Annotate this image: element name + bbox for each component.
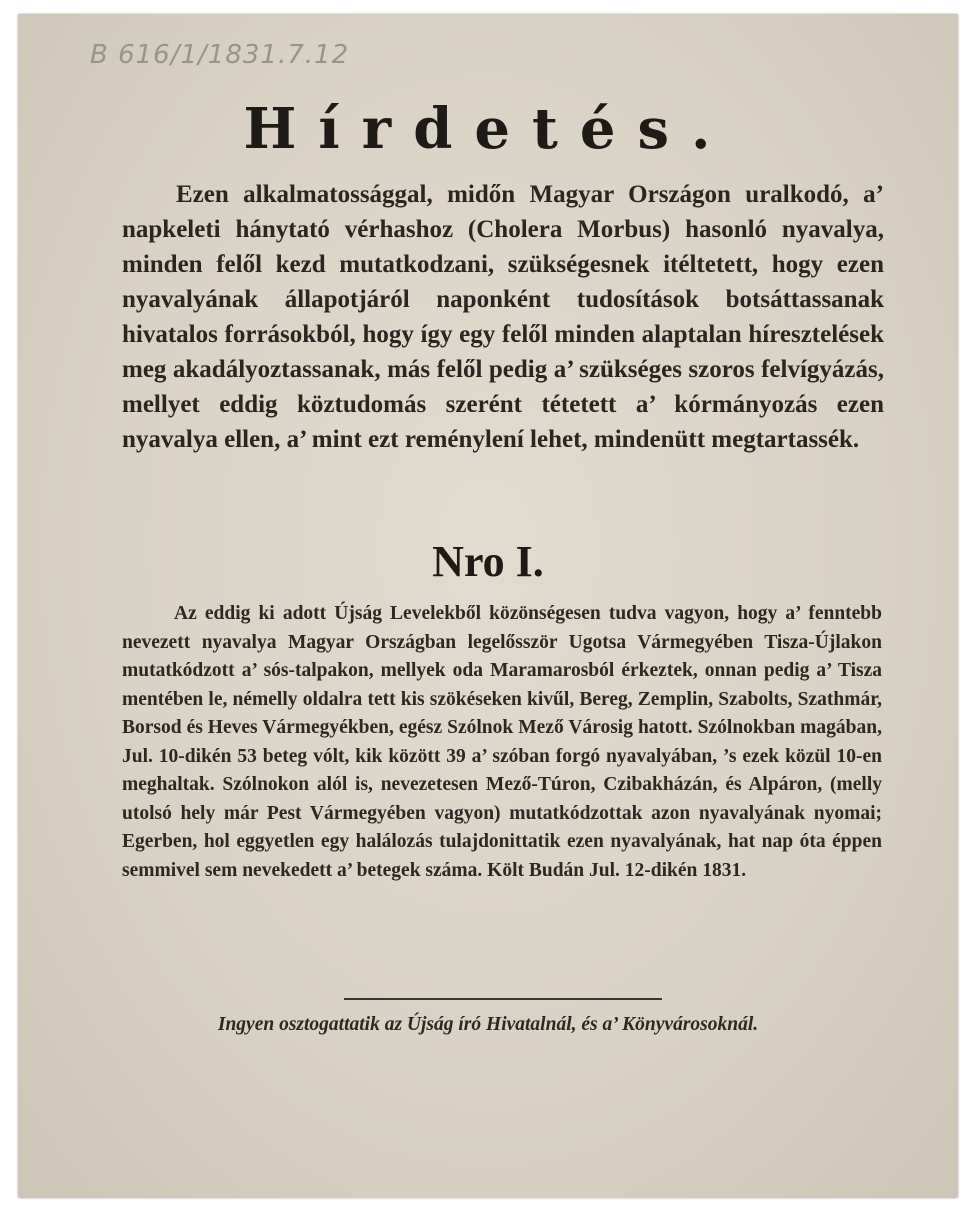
paper-sheet: [18, 14, 958, 1198]
divider-rule: [344, 998, 662, 1000]
archive-shelfmark: B 616/1/1831.7.12: [90, 40, 350, 70]
report-paragraph: Az eddig ki adott Újság Levelekből közönségesen tudva vagyon, hogy a’ fenntebb nevezett nyavalya Magyar Országban legelősször Ugotsa Vármegyében Tisza-Újlakon mutatkódzott a’ sós-talpakon, mellyek oda Maramarosból érkeztek, onnan pedig a’ Tisza mentében le, némelly oldalra tett kis szökéseken kivűl, Bereg, Zemplin, Szabolts, Szathmár, Borsod és Heves Vármegyékben, egész Szólnok Mező Városig hatott. Szólnokban magában, Jul. 10-dikén 53 beteg vólt, kik között 39 a’ szóban forgó nyavalyában, ’s ezek közül 10-en meghaltak. Szólnokon alól is, nevezetesen Mező-Túron, Czibakházán, és Alpáron, (melly utolsó hely már Pest Vármegyében vagyon) mutatkódzottak azon nyavalyának nyomai; Egerben, hol eggyetlen egy halálozás tulajdonittatik ezen nyavalyának, hat nap óta éppen semmivel sem nevekedett a’ betegek száma. Költ Budán Jul. 12-dikén 1831.: [122, 603, 882, 881]
page-title: Hírdetés.: [243, 96, 733, 162]
distribution-note: Ingyen osztogattatik az Újság író Hivatalnál, és a’ Könyvárosoknál.: [217, 1014, 759, 1035]
section-number: Nro I.: [432, 537, 544, 586]
intro-paragraph: Ezen alkalmatossággal, midőn Magyar Országon uralkodó, a’ napkeleti hánytató vérhashoz (Cholera Morbus) hasonló nyavalya, minden felől kezd mutatkodzani, szükségesnek itéltetett, hogy ezen nyavalyának állapotjáról naponként tudosítások botsáttassanak hivatalos forrásokból, hogy így egy felől minden alaptalan híresztelések meg akadályoztassanak, más felől pedig a’ szükséges szoros felvígyázás, mellyet eddig köztudomás szerént tétetett a’ kórmányozás ezen nyavalya ellen, a’ mint ezt reménylení lehet, mindenütt megtartassék.: [122, 181, 884, 453]
